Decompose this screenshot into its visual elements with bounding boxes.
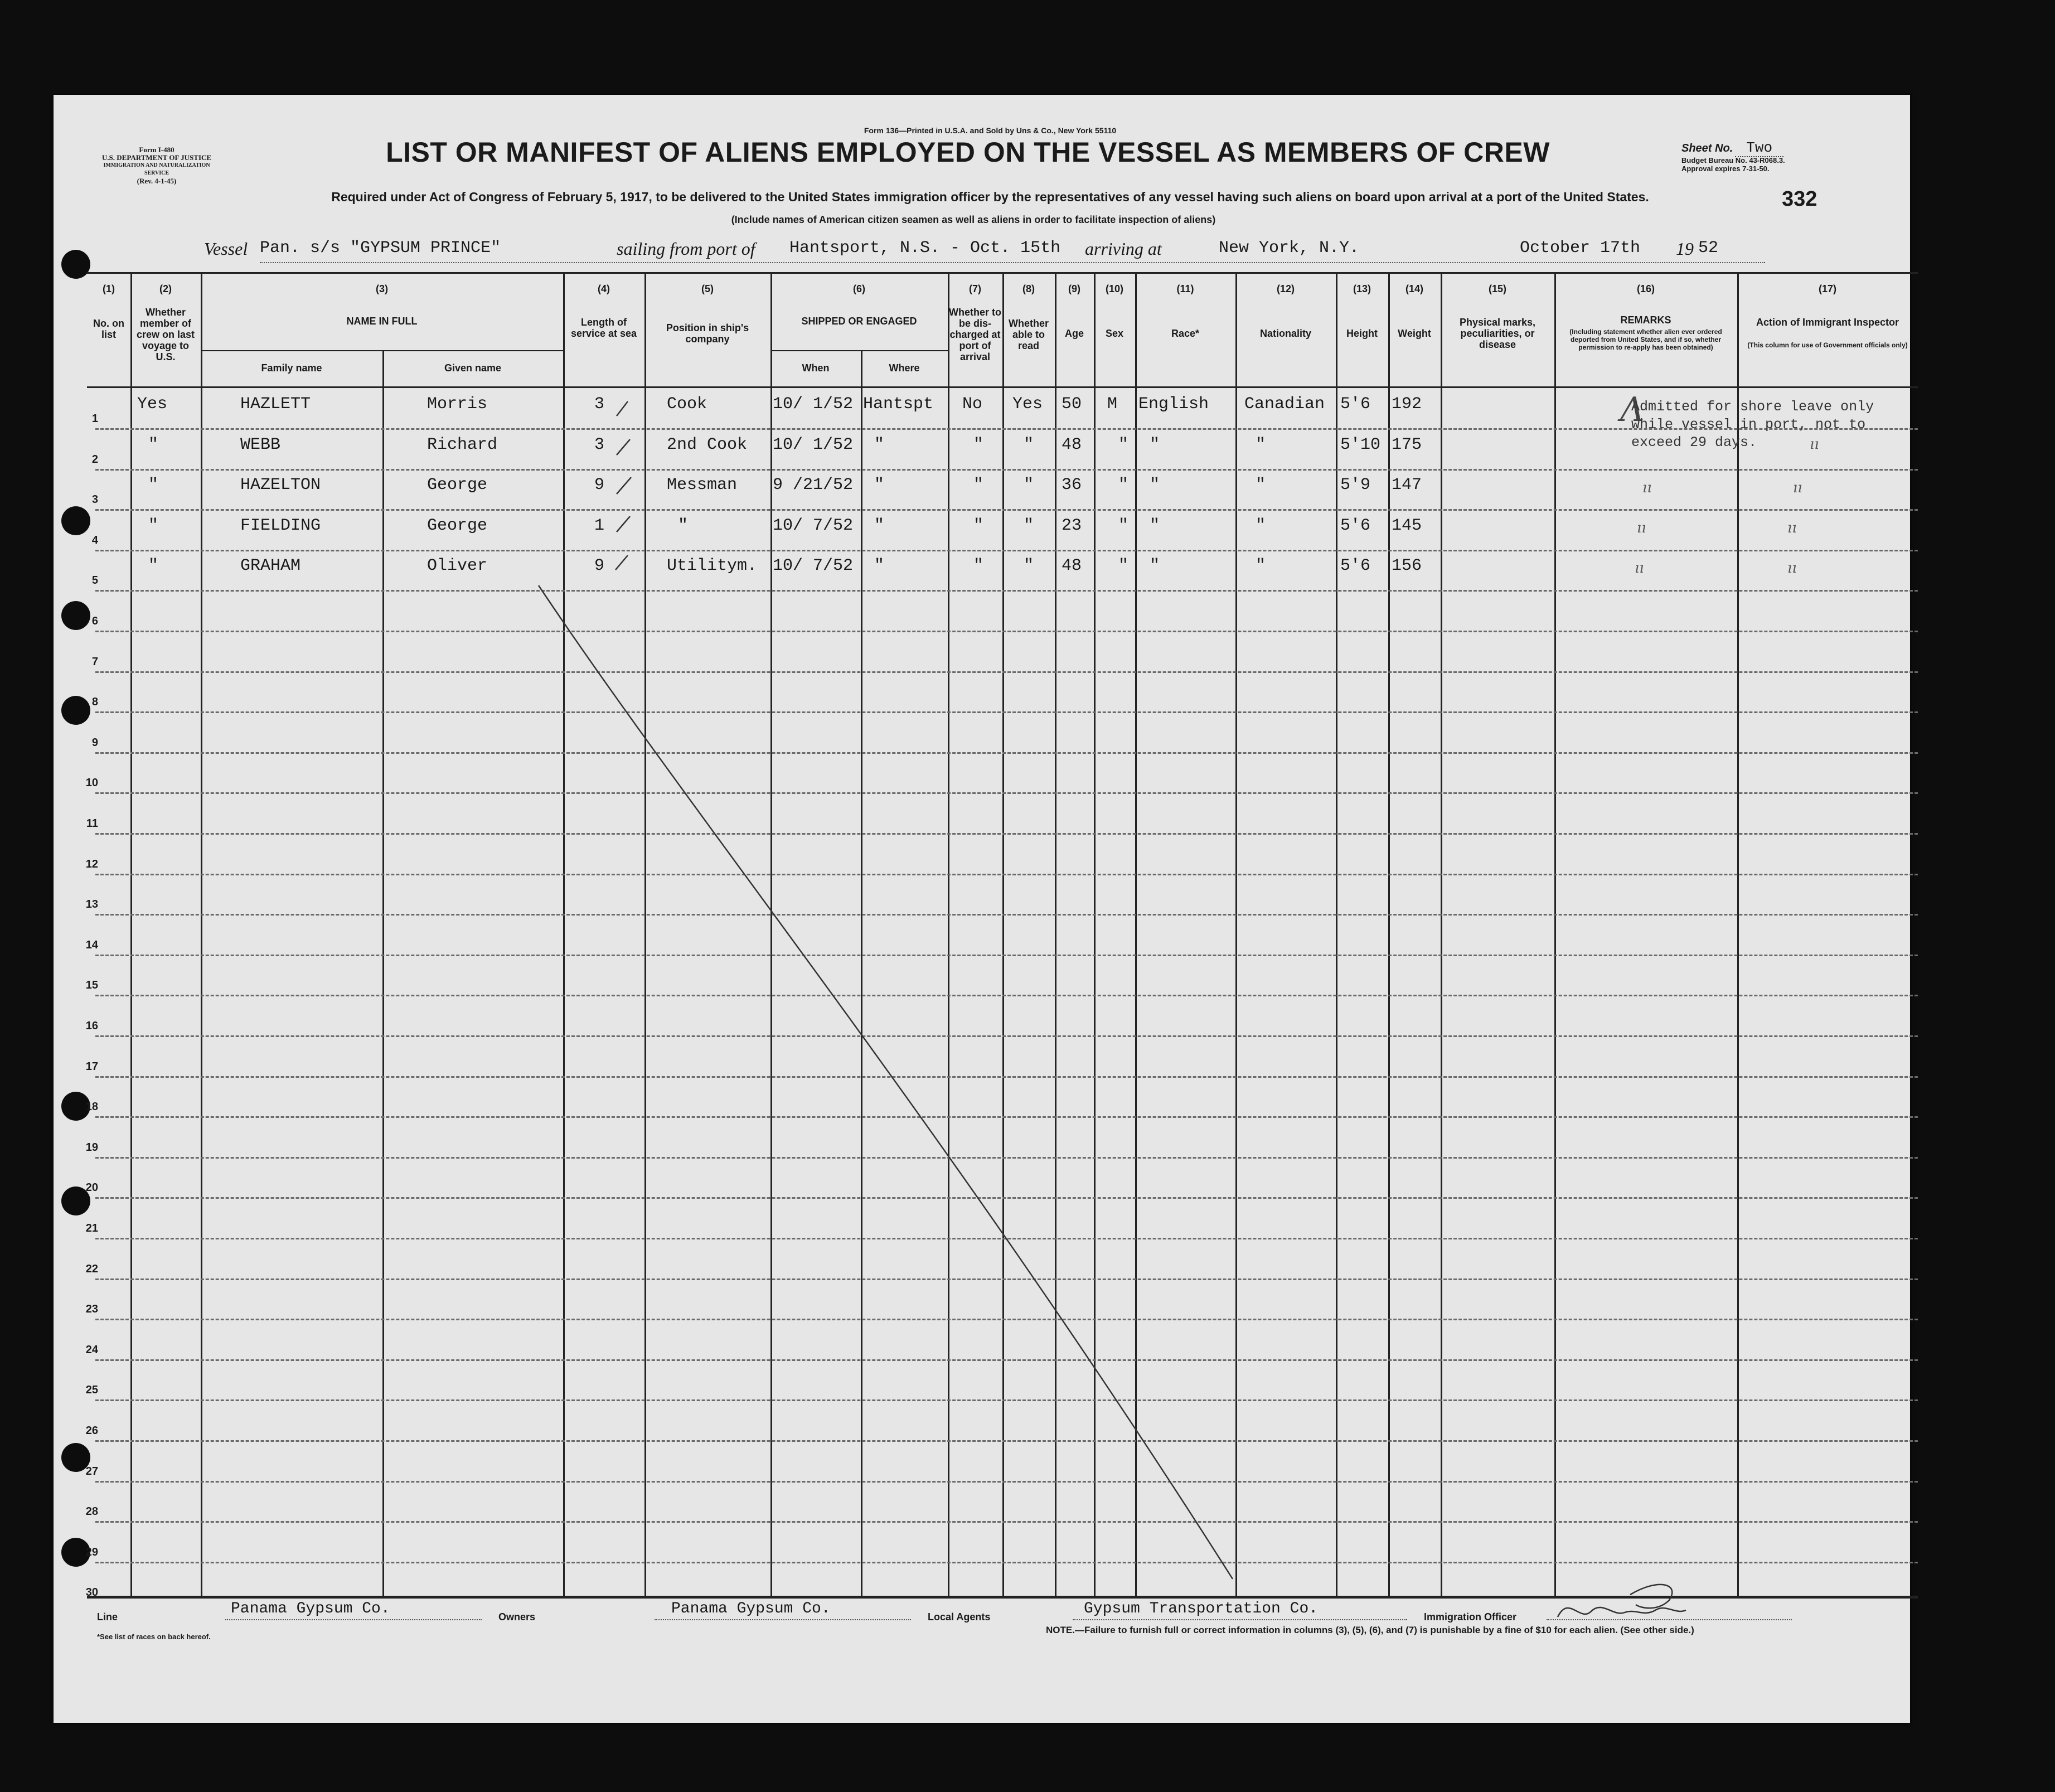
weight-cell: 147 <box>1392 476 1422 495</box>
read-cell: " <box>1024 476 1034 495</box>
row-number: 21 <box>85 1222 98 1234</box>
owners-value: Panama Gypsum Co. <box>671 1600 831 1617</box>
position-cell: Utilitym. <box>667 556 758 576</box>
position-cell: Messman <box>667 476 738 495</box>
sex-cell: " <box>1118 516 1129 535</box>
printer-note: Form 136—Printed in U.S.A. and Sold by Uns & Co., New York 55110 <box>864 126 1117 135</box>
sex-cell: " <box>1118 435 1129 454</box>
col-num: (1) <box>103 283 115 294</box>
discharged-cell: " <box>973 556 984 576</box>
given-name-cell: Oliver <box>427 556 488 576</box>
line-value: Panama Gypsum Co. <box>231 1600 390 1617</box>
include-note: (Include names of American citizen seamen as well as aliens in order to facilitate inspection of aliens) <box>731 214 1216 225</box>
height-cell: 5'6 <box>1340 395 1371 414</box>
race-cell: " <box>1150 556 1160 576</box>
approval-expiry: Approval expires 7-31-50. <box>1681 164 1770 173</box>
row-number: 15 <box>85 979 98 992</box>
sheet-label: Sheet No. <box>1681 142 1733 154</box>
shipped-when-cell: 10/ 1/52 <box>773 395 854 414</box>
shipped-when-cell: 10/ 7/52 <box>773 556 854 576</box>
col-header-height: Height <box>1346 328 1378 339</box>
position-cell: " <box>678 516 689 535</box>
col-num: (17) <box>1818 283 1836 294</box>
weight-cell: 145 <box>1392 516 1422 535</box>
family-name-cell: FIELDING <box>240 516 321 535</box>
agents-value: Gypsum Transportation Co. <box>1084 1600 1319 1617</box>
row-number: 12 <box>85 858 98 870</box>
weight-cell: 192 <box>1392 395 1422 414</box>
year-value: 52 <box>1698 239 1719 258</box>
shipped-when-cell: 10/ 1/52 <box>773 435 854 454</box>
height-cell: 5'6 <box>1340 556 1371 576</box>
given-name-cell: George <box>427 516 488 535</box>
sex-cell: " <box>1118 476 1129 495</box>
race-cell: " <box>1150 516 1160 535</box>
shipped-when-cell: 9 /21/52 <box>773 476 854 495</box>
row-number: 27 <box>85 1465 98 1478</box>
col-header-weight: Weight <box>1398 328 1431 339</box>
owners-label: Owners <box>498 1611 536 1623</box>
row-number: 3 <box>91 493 98 506</box>
crew-cell: " <box>148 516 159 535</box>
shipped-where-cell: Hantspt <box>863 395 934 414</box>
given-name-cell: George <box>427 476 488 495</box>
row-number: 5 <box>91 574 98 587</box>
col-num: (9) <box>1068 283 1080 294</box>
read-cell: " <box>1024 516 1034 535</box>
given-name-cell: Richard <box>427 435 498 454</box>
read-cell: Yes <box>1012 395 1043 414</box>
age-cell: 50 <box>1062 395 1082 414</box>
col-header-where: Where <box>889 362 920 374</box>
discharged-cell: " <box>973 435 984 454</box>
col-num: (8) <box>1022 283 1035 294</box>
race-cell: " <box>1150 435 1160 454</box>
row-number: 14 <box>85 938 98 951</box>
col-num: (5) <box>701 283 714 294</box>
row-number: 30 <box>85 1586 98 1599</box>
line-label: Line <box>97 1611 118 1623</box>
row-number: 2 <box>91 453 98 466</box>
nationality-cell: Canadian <box>1244 395 1325 414</box>
col-header-given: Given name <box>444 362 502 374</box>
age-cell: 23 <box>1062 516 1082 535</box>
col-header-service: Length of service at sea <box>570 317 637 339</box>
sex-cell: M <box>1107 395 1118 414</box>
row-number: 19 <box>85 1141 98 1154</box>
race-cell: " <box>1150 476 1160 495</box>
sailing-label: sailing from port of <box>617 239 755 259</box>
page-title: LIST OR MANIFEST OF ALIENS EMPLOYED ON THE VESSEL AS MEMBERS OF CREW <box>386 137 1550 168</box>
cancel-line <box>54 95 1910 1723</box>
row-number: 10 <box>85 777 98 790</box>
nationality-cell: " <box>1256 516 1266 535</box>
col-num: (2) <box>159 283 172 294</box>
weight-cell: 156 <box>1392 556 1422 576</box>
race-cell: English <box>1138 395 1209 414</box>
col-num: (14) <box>1405 283 1423 294</box>
vessel-label: Vessel <box>204 239 248 259</box>
row-number: 22 <box>85 1262 98 1275</box>
nationality-cell: " <box>1256 556 1266 576</box>
col-header-inspector-note: (This column for use of Government officials only) <box>1747 341 1908 349</box>
row-number: 29 <box>85 1546 98 1558</box>
weight-cell: 175 <box>1392 435 1422 454</box>
crew-cell: " <box>148 435 159 454</box>
col-header-discharged: Whether to be dis-charged at port of arrival <box>949 307 1001 362</box>
arriving-value: New York, N.Y. <box>1219 239 1360 258</box>
agents-label: Local Agents <box>928 1611 991 1623</box>
row-number: 4 <box>91 534 98 546</box>
row-number: 24 <box>85 1343 98 1356</box>
col-num: (3) <box>376 283 388 294</box>
service-cell: 3 <box>594 435 605 454</box>
col-header-number: No. on list <box>93 318 124 340</box>
service-cell: 9 <box>594 476 605 495</box>
manifest-sheet: Form I-480 U.S. DEPARTMENT OF JUSTICE IMMIGRATION AND NATURALIZATION SERVICE (Rev. 4-1-45) Form 136—Printed in U.S.A. and Sold by Uns & Co., New York 55110 LIST OR MANIFEST OF ALIENS EMPLOYED ON THE VESSEL AS MEMBERS OF CREW Sheet No. Two Budget Bureau No. 43-R068.3. Approval expires 7-31-50. Required under Act of Congress of February 5, 1917, to be delivered to the United States immigration officer by the representatives of any vessel having such aliens on board upon arrival at a port of the United States. (Include names of American citizen seamen as well as aliens in order to facilitate inspection of aliens) 332 Vessel Pan. s/s "GYPSUM PRINCE" sailing from port of Hantsport, N.S. - Oct. 15th arriving at New York, N.Y. October 17th 19 52 (1) (2) (3) (4) (5) (6) (7) (8) (9) (10) (11) (12) (13) (14) (15) (16) (17) No. on list Whether member of crew on last voyage to U.S. NAME IN FULL Family name Given name Length of service at sea Position in ship's company SHIPPED OR ENGAGED When Where Whether to be dis-charged at port of arrival Whether able to read Age Sex Race* Nationality Height Weight Physical marks, peculiarities, or disease REMARKS (Including statement whether alien ever ordered deported from United States, and if so, whether permission to re-apply has been obtained) Action of Immigrant Inspector (This column for use of Government officials only) 1 2 3 4 5 6 7 8 9 10 11 12 13 14 15 16 17 18 19 20 21 22 23 24 25 26 27 28 29 30 Yes HAZLETT Morris 3 Cook 10/ 1/52 Hantspt No Yes 50 M English Canadian 5'6 192 " WEBB Richard 3 2nd Cook 10/ 1/52 " " " 48 " " " 5'10 175 " HAZELTON George 9 Messman 9 /21/52 " " " 36 " " " 5'9 147 " FIELDING George 1 " 10/ 7/52 " " " 23 " " " 5'6 145 " GRAHAM Oliver 9 Utilitym. 10/ 7/52 " " " 48 " " " 5'6 156 Λ Admitted for shore leave only while vessel in port, not to exceed 29 days. ıı ıı ıı ıı ıı ıı ıı Line Panama Gypsum Co. Owners Panama Gypsum Co. Local Agents Gypsum Transportation Co. Immigration Officer *See list of races on back hereof. NOTE.—Failure to furnish full or correct information in columns (3), (5), (6), and (7) is punishable by a fine of $10 for each alien. (See other side.) <box>54 95 1910 1723</box>
shipped-where-cell: " <box>874 476 885 495</box>
height-cell: 5'6 <box>1340 516 1371 535</box>
remarks-typed: Admitted for shore leave only while vessel in port, not to exceed 29 days. <box>1631 399 1874 451</box>
arriving-label: arriving at <box>1085 239 1162 259</box>
col-header-position: Position in ship's company <box>666 322 749 345</box>
col-header-inspector: Action of Immigrant Inspector <box>1756 317 1899 328</box>
race-note: *See list of races on back hereof. <box>97 1633 211 1641</box>
col-num: (4) <box>598 283 610 294</box>
read-cell: " <box>1024 556 1034 576</box>
year-prefix: 19 <box>1676 239 1694 259</box>
nationality-cell: " <box>1256 476 1266 495</box>
given-name-cell: Morris <box>427 395 488 414</box>
sheet-value: Two <box>1735 139 1783 157</box>
row-number: 26 <box>85 1425 98 1437</box>
position-cell: Cook <box>667 395 707 414</box>
arrival-date: October 17th <box>1520 239 1641 258</box>
col-header-crew: Whether member of crew on last voyage to U.S. <box>136 307 195 362</box>
shipped-when-cell: 10/ 7/52 <box>773 516 854 535</box>
col-header-nationality: Nationality <box>1259 328 1311 339</box>
col-num: (10) <box>1105 283 1123 294</box>
shipped-where-cell: " <box>874 435 885 454</box>
col-header-remarks-note: (Including statement whether alien ever ordered deported from United States, and if so, whether permission to re-apply has been obtained) <box>1569 328 1722 351</box>
crew-cell: " <box>148 556 159 576</box>
crew-cell: " <box>148 476 159 495</box>
col-num: (16) <box>1636 283 1655 294</box>
discharged-cell: " <box>973 476 984 495</box>
penalty-note: NOTE.—Failure to furnish full or correct information in columns (3), (5), (6), and (7) is punishable by a fine of $10 for each alien. (See other side.) <box>1046 1625 1694 1635</box>
row-number: 20 <box>85 1181 98 1194</box>
row-number: 18 <box>85 1101 98 1113</box>
row-number: 13 <box>85 898 98 911</box>
col-header-age: Age <box>1064 328 1084 339</box>
row-number: 17 <box>85 1060 98 1073</box>
age-cell: 48 <box>1062 556 1082 576</box>
col-num: (6) <box>853 283 865 294</box>
col-header-when: When <box>802 362 830 374</box>
nationality-cell: " <box>1256 435 1266 454</box>
col-num: (15) <box>1488 283 1506 294</box>
service-cell: 9 <box>594 556 605 576</box>
family-name-cell: HAZLETT <box>240 395 311 414</box>
col-header-sex: Sex <box>1105 328 1124 339</box>
service-cell: 1 <box>594 516 605 535</box>
form-tag: Form I-480 U.S. DEPARTMENT OF JUSTICE IMMIGRATION AND NATURALIZATION SERVICE (Rev. 4-1-45) <box>101 146 212 185</box>
read-cell: " <box>1024 435 1034 454</box>
col-header-race: Race* <box>1171 328 1200 339</box>
col-header-remarks: REMARKS <box>1620 314 1671 326</box>
sex-cell: " <box>1118 556 1129 576</box>
row-number: 7 <box>91 655 98 668</box>
row-number: 23 <box>85 1303 98 1316</box>
officer-label: Immigration Officer <box>1424 1611 1517 1623</box>
stamp-number: 332 <box>1782 187 1817 211</box>
row-number: 28 <box>85 1505 98 1518</box>
col-num: (11) <box>1176 283 1194 294</box>
row-number: 16 <box>85 1020 98 1032</box>
discharged-cell: " <box>973 516 984 535</box>
requirement-text: Required under Act of Congress of February 5, 1917, to be delivered to the United States immigration officer by the representatives of any vessel having such aliens on board upon arrival at a port of the United States. <box>331 190 1649 204</box>
position-cell: 2nd Cook <box>667 435 748 454</box>
col-num: (7) <box>969 283 981 294</box>
handwritten-initial: Λ <box>1620 390 1645 429</box>
col-num: (13) <box>1353 283 1371 294</box>
col-header-read: Whether able to read <box>1009 318 1049 351</box>
budget-number: Budget Bureau No. 43-R068.3. <box>1681 156 1785 164</box>
age-cell: 36 <box>1062 476 1082 495</box>
age-cell: 48 <box>1062 435 1082 454</box>
col-header-name: NAME IN FULL <box>346 316 418 327</box>
vessel-value: Pan. s/s "GYPSUM PRINCE" <box>260 239 501 258</box>
shipped-where-cell: " <box>874 516 885 535</box>
height-cell: 5'10 <box>1340 435 1381 454</box>
sailing-value: Hantsport, N.S. - Oct. 15th <box>789 239 1061 258</box>
service-cell: 3 <box>594 395 605 414</box>
row-number: 1 <box>91 413 98 425</box>
shipped-where-cell: " <box>874 556 885 576</box>
row-number: 6 <box>91 615 98 627</box>
crew-cell: Yes <box>137 395 168 414</box>
row-number: 8 <box>91 696 98 709</box>
col-header-shipped: SHIPPED OR ENGAGED <box>801 316 917 327</box>
height-cell: 5'9 <box>1340 476 1371 495</box>
row-number: 11 <box>86 817 98 830</box>
officer-signature <box>1547 1578 1747 1628</box>
col-num: (12) <box>1276 283 1295 294</box>
discharged-cell: No <box>962 395 983 414</box>
row-number: 9 <box>91 736 98 749</box>
family-name-cell: GRAHAM <box>240 556 301 576</box>
family-name-cell: HAZELTON <box>240 476 321 495</box>
row-number: 25 <box>85 1384 98 1397</box>
family-name-cell: WEBB <box>240 435 281 454</box>
col-header-physical: Physical marks, peculiarities, or disease <box>1459 317 1536 350</box>
col-header-family: Family name <box>261 362 322 374</box>
